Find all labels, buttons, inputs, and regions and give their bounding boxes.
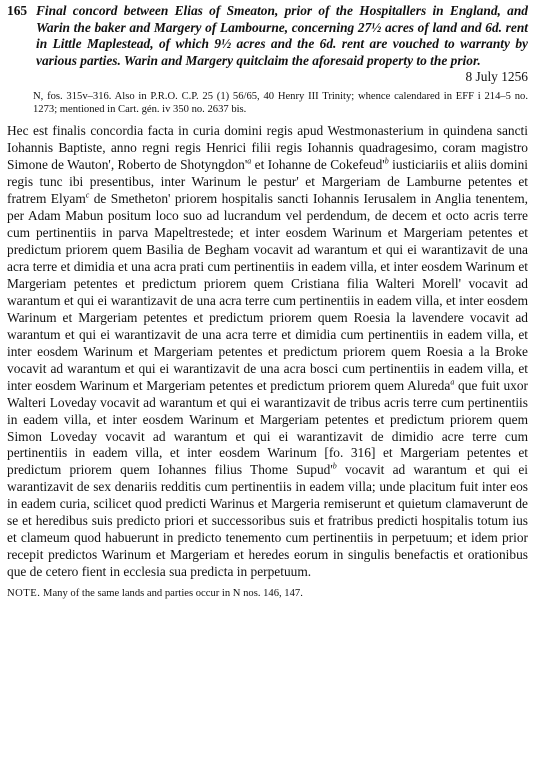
charter-text-part: de Smetheton' priorem hospitalis sancti Iohannis Ierusalem in Anglia tenentem, per Adam Mabun positum loco suo ad lucrandum vel perdendum, de decem et octo acris terre cum pertinentiis in parva Mapeltrestede; et inter eosdem Warinum et Margeriam petentes et predictum priorem quem Basilia de Begham vocavit ad warantum et qui ei warantizavit de una acra terre et dimidia et una acra prati cum pertinentiis in eadem villa, et inter eosdem Warinum et Margeriam petentes et predictum priorem quem Cristiana filia Walteri Morell' vocavit ad warantum et qui ei warantizavit de una acra terre cum pertinentiis in eadem villa, et inter eosdem Warinum et Margeriam petentes et predictum priorem quem Roesia la lavendere vocavit ad warantum et qui ei warantizavit de una acra terre et dimidia cum pertinentiis in eadem villa, et inter eosdem Warinum et Margeriam petentes et predictum priorem quem Roesia a la Broke vocavit ad warantum et qui ei warantizavit de una acra bosci cum pertinentiis in eadem villa, et inter eosdem Warinum et Margeriam petentes et predictum priorem quem Alureda <box>7 191 528 393</box>
entry-heading <box>7 3 528 86</box>
footnote-mark: b <box>332 461 337 471</box>
entry-date: 8 July 1256 <box>465 69 528 85</box>
footnote-mark: a <box>247 156 252 166</box>
entry-number: 165 <box>7 3 28 18</box>
charter-text <box>7 123 528 581</box>
charter-text-part: Hec est finalis concordia facta in curia domini regis apud Westmonasterium in quindena sancti Iohannis Baptiste, anno regni regis Henrici filii regis Iohannis quadragesimo, coram magistro Simone de Wauton', Roberto de Shotyngdon' <box>7 123 528 173</box>
entry-title: Final concord between Elias of Smeaton, prior of the Hospitallers in England, and Warin the baker and Margery of Lambourne, concerning 27½ acres of land and 6d. rent in Little Maplestead, of which 9½ acres and the 6d. rent are vouched to warranty by various parties. Warin and Margery quitclaim the aforesaid property to the prior. <box>36 3 528 68</box>
note-text: Many of the same lands and parties occur in N nos. 146, 147. <box>40 588 303 600</box>
charter-text-part: iusticiariis et aliis domini regis tunc ibi presentibus, inter Warinum le pestur' et Margeriam de Lamburne petentes et fratrem Elyam <box>7 157 528 207</box>
editorial-note <box>7 587 528 600</box>
footnote-mark: b <box>384 156 389 166</box>
source-text: N, fos. 315v–316. Also in P.R.O. C.P. 25 (1) 56/65, 40 Henry III Trinity; whence calendared in EFF i 214–5 no. 1273; mentioned in Cart. gén. iv 350 no. 2637 bis. <box>33 90 528 116</box>
footnote-mark: c <box>85 190 90 200</box>
entry-summary <box>36 3 528 86</box>
source-note <box>33 90 528 116</box>
charter-text-part: et Iohanne de Cokefeud' <box>251 157 385 173</box>
charter-text-part: vocavit ad warantum et qui ei warantizavit de sex denariis redditis cum pertinentiis in eadem villa; unde placitum fuit inter eos in eadem curia, scilicet quod predicti Warinus et Margeria remiserunt et quietum clamaverunt de se et heredibus suis predicto priori et successoribus suis et fratribus predicti hospitalis totum ius et clameum quod habuerunt in predicto tenemento cum pertinentiis in perpetuum; et idem prior recepit predictos Warinum et Margeriam et heredes eorum in singulis benefactis et orationibus que de cetero fient in ecclesia sua predicta in perpetuum. <box>7 462 528 580</box>
charter-text-part: que fuit uxor Walteri Loveday vocavit ad warantum et qui ei warantizavit de tribus acris terre cum pertinentiis in eadem villa, et inter eosdem Warinum et Margeriam petentes et predictum priorem quem Simon Loveday vocavit ad warantum et qui ei warantizavit de dimidio acre terre cum pertinentiis in eadem villa, et inter eosdem Warinum [fo. 316] et Margeriam petentes et predictum priorem quem Iohannes filius Thome Supud' <box>7 377 528 478</box>
note-label: NOTE. <box>7 588 41 600</box>
footnote-mark: a <box>450 377 455 387</box>
